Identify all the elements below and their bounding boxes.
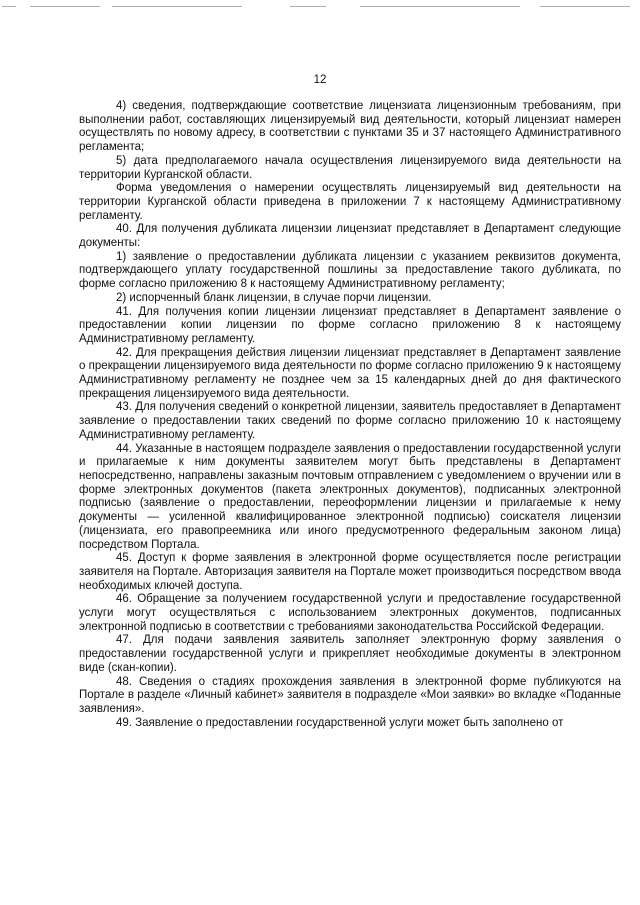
paragraph: 47. Для подачи заявления заявитель заполняет электронную форму заявления о предоставлении государственной услуги и прикрепляет необходимые документы в электронном виде (скан-копии). <box>79 634 621 674</box>
paragraph: 41. Для получения копии лицензии лицензиат представляет в Департамент заявление о предоставлении копии лицензии по форме согласно приложению 8 к настоящему Административному регламенту. <box>79 305 621 345</box>
paragraph: 46. Обращение за получением государственной услуги и предоставление государственной услуги могут осуществляться с использованием электронных документов, подписанных электронной подписью в соответствии с требованиями законодательства Российской Федерации. <box>79 593 621 633</box>
paragraph: 42. Для прекращения действия лицензии лицензиат представляет в Департамент заявление о прекращении лицензируемого вида деятельности по форме согласно приложению 9 к настоящему Административному регламенту не позднее чем за 15 календарных дней до дня фактического прекращения лицензируемого вида деятельности. <box>79 346 621 400</box>
document-body <box>79 100 621 730</box>
paragraph: 45. Доступ к форме заявления в электронной форме осуществляется после регистрации заявителя на Портале. Авторизация заявителя на Портале может производиться посредством ввода необходимых ключей доступа. <box>79 552 621 592</box>
paragraph: 40. Для получения дубликата лицензии лицензиат представляет в Департамент следующие документы: <box>79 223 621 250</box>
paragraph: Форма уведомления о намерении осуществлять лицензируемый вид деятельности на территории Курганской области приведена в приложении 7 к настоящему Административному регламенту. <box>79 182 621 222</box>
paragraph: 44. Указанные в настоящем подразделе заявления о предоставлении государственной услуги и прилагаемые к ним документы заявителем могут быть представлены в Департамент непосредственно, направлены заказным почтовым отправлением с уведомлением о вручении или в форме электронных документов (пакета электронных документов), подписанных электронной подписью (заявление о предоставлении, переоформлении лицензии и прилагаемые к нему документы — усиленной квалифицированное электронной подписью) соискателя лицензии (лицензиата, его правопреемника или иного предусмотренного федеральным законом лица) посредством Портала. <box>79 442 621 551</box>
paragraph: 48. Сведения о стадиях прохождения заявления в электронной форме публикуются на Портале в разделе «Личный кабинет» заявителя в подразделе «Мои заявки» во вкладке «Поданные заявления». <box>79 675 621 715</box>
scan-artifact-line <box>0 0 640 8</box>
paragraph: 4) сведения, подтверждающие соответствие лицензиата лицензионным требованиям, при выполнении работ, составляющих лицензируемый вид деятельности, который лицензиат намерен осуществлять по новому адресу, в соответствии с пунктами 35 и 37 настоящего Административного регламента; <box>79 100 621 154</box>
paragraph: 1) заявление о предоставлении дубликата лицензии с указанием реквизитов документа, подтверждающего уплату государственной пошлины за предоставление такого дубликата, по форме согласно приложению 8 к настоящему Административному регламенту; <box>79 250 621 291</box>
page-number: 12 <box>313 74 327 86</box>
paragraph: 5) дата предполагаемого начала осуществления лицензируемого вида деятельности на территории Курганской области. <box>79 154 621 181</box>
paragraph: 49. Заявление о предоставлении государственной услуги может быть заполнено от <box>116 716 564 729</box>
paragraph: 43. Для получения сведений о конкретной лицензии, заявитель предоставляет в Департамент заявление о предоставлении таких сведений по форме согласно приложению 10 к настоящему Административному регламенту. <box>79 401 621 441</box>
paragraph: 2) испорченный бланк лицензии, в случае порчи лицензии. <box>116 291 432 304</box>
